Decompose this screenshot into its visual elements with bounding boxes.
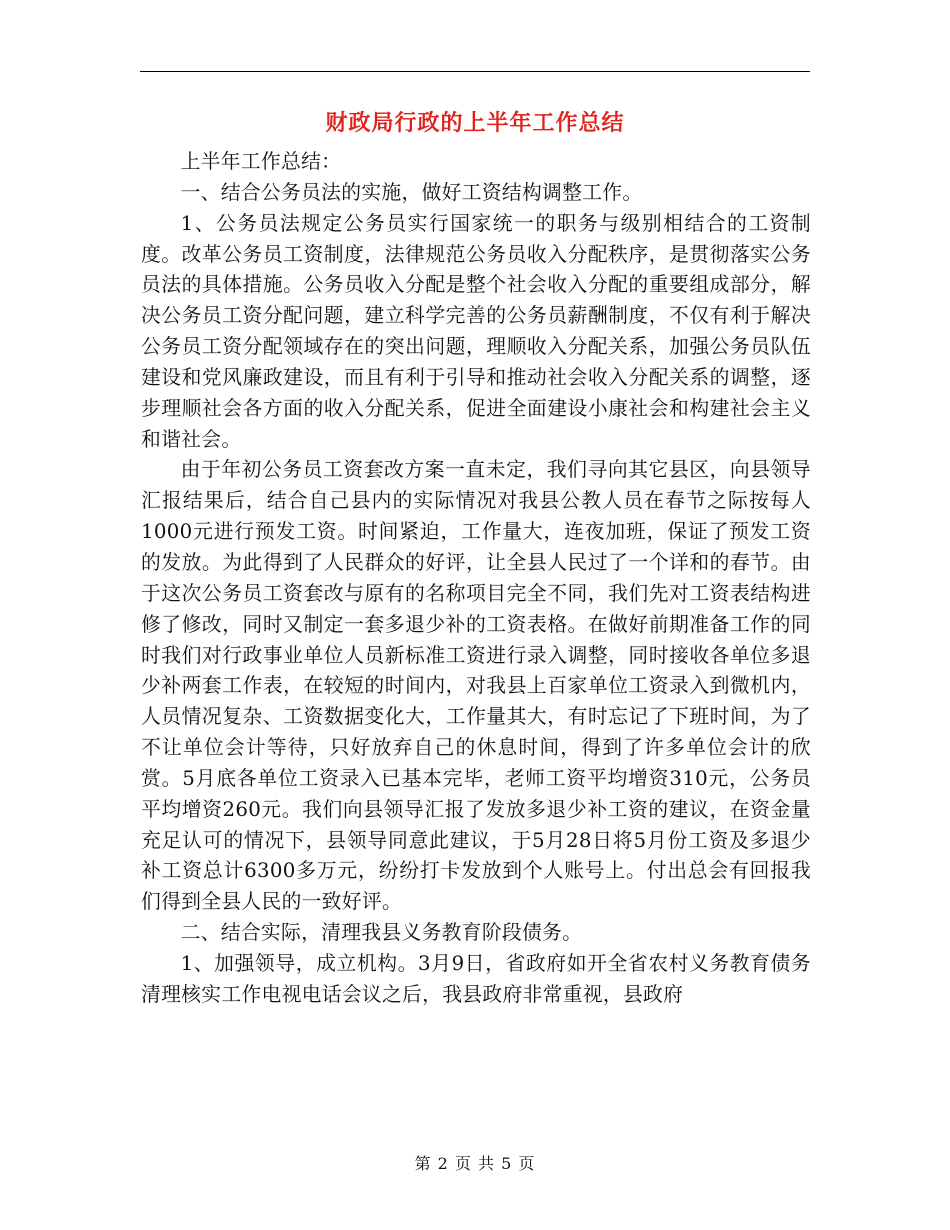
paragraph-section-two-heading: 二、结合实际，清理我县义务教育阶段债务。 [180,921,583,945]
document-body [141,147,811,1011]
document-title: 财政局行政的上半年工作总结 [325,111,625,136]
paragraph-leadership: 1、加强领导，成立机构。3月9日，省政府如开全省农村义务教育债务清理核实工作电视电话会议之后，我县政府非常重视，县政府 [141,951,811,1006]
header-rule [140,71,810,72]
page-footer: 第 2 页 共 5 页 [414,1154,536,1173]
paragraph-salary-reform: 由于年初公务员工资套改方案一直未定，我们寻向其它县区，向县领导汇报结果后，结合自己县内的实际情况对我县公教人员在春节之际按每人1000元进行预发工资。时间紧迫，工作量大，连夜加班，保证了预发工资的发放。为此得到了人民群众的好评，让全县人民过了一个详和的春节。由于这次公务员工资套改与原有的名称项目完全不同，我们先对工资表结构进修了修改，同时又制定一套多退少补的工资表格。在做好前期准备工作的同时我们对行政事业单位人员新标准工资进行录入调整，同时接收各单位多退少补两套工作表，在较短的时间内，对我县上百家单位工资录入到微机内，人员情况复杂、工资数据变化大，工作量其大，有时忘记了下班时间，为了不让单位会计等待，只好放弃自己的休息时间，得到了许多单位会计的欣赏。5月底各单位工资录入已基本完毕，老师工资平均增资310元，公务员平均增资260元。我们向县领导汇报了发放多退少补工资的建议，在资金量充足认可的情况下，县领导同意此建议，于5月28日将5月份工资及多退少补工资总计6300多万元，纷纷打卡发放到个人账号上。付出总会有回报我们得到全县人民的一致好评。 [141,458,811,914]
paragraph-section-one-heading: 一、结合公务员法的实施，做好工资结构调整工作。 [180,180,643,204]
paragraph-summary-intro: 上半年工作总结： [180,150,342,173]
paragraph-item-one: 1、公务员法规定公务员实行国家统一的职务与级别相结合的工资制度。改革公务员工资制度，法律规范公务员收入分配秩序，是贯彻落实公务员法的具体措施。公务员收入分配是整个社会收入分配的重要组成部分，解决公务员工资分配问题，建立科学完善的公务员薪酬制度，不仅有利于解决公务员工资分配领域存在的突出问题，理顺收入分配关系，加强公务员队伍建设和党风廉政建设，而且有利于引导和推动社会收入分配关系的调整，逐步理顺社会各方面的收入分配关系，促进全面建设小康社会和构建社会主义和谐社会。 [141,211,811,451]
